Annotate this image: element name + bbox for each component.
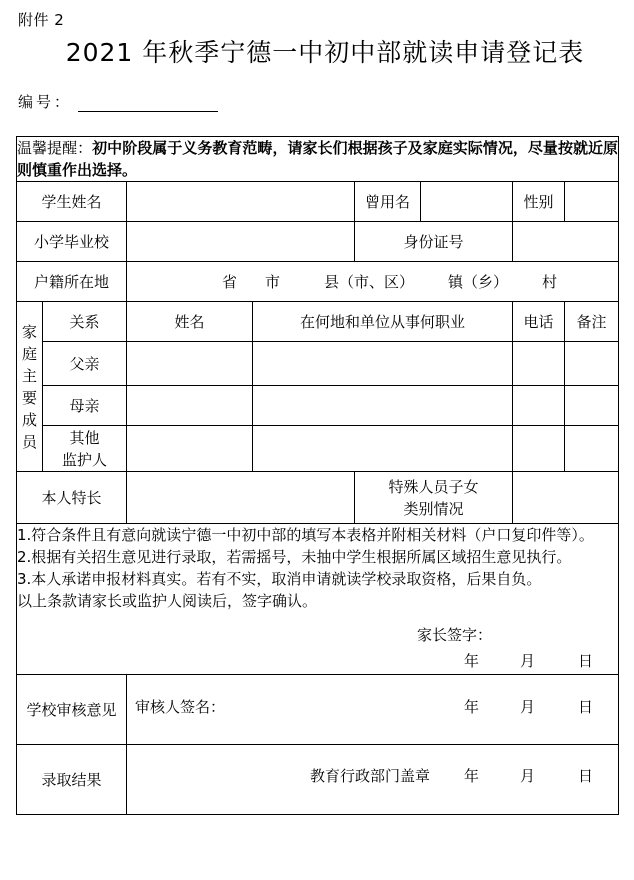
family-remark-mother[interactable] [565, 386, 619, 426]
school-review-label: 学校审核意见 [17, 675, 127, 745]
primary-school-row [17, 222, 619, 262]
terms-cell [17, 524, 619, 675]
result-date-month: 月 [520, 766, 536, 785]
parent-date-year: 年 [464, 652, 480, 670]
student-name-label: 学生姓名 [17, 182, 127, 222]
id-number-label: 身份证号 [355, 222, 513, 262]
terms-line-3: 3.本人承诺申报材料真实。若有不实，取消申请就读学校录取资格，后果自负。 [17, 570, 542, 588]
household-field[interactable] [127, 262, 619, 302]
family-work-mother[interactable] [253, 386, 513, 426]
gender-label: 性别 [513, 182, 565, 222]
family-side-char-3: 要 [21, 388, 37, 407]
family-side-char-0: 家 [21, 322, 37, 341]
page-title: 2021 年秋季宁德一中初中部就读申请登记表 [65, 38, 585, 67]
family-phone-mother[interactable] [513, 386, 565, 426]
household-village: 村 [542, 272, 558, 291]
family-side-char-2: 主 [21, 366, 37, 385]
parent-date-month: 月 [520, 652, 536, 670]
family-column-work: 在何地和单位从事何职业 [253, 302, 513, 342]
parent-date-day: 日 [578, 652, 594, 670]
notice-row [17, 137, 619, 182]
talents-label: 本人特长 [17, 472, 127, 524]
terms-line-2: 2.根据有关招生意见进行录取，若需摇号，未抽中学生根据所属区域招生意见执行。 [17, 548, 572, 566]
serial-number-row [18, 92, 218, 112]
family-side-char-4: 成 [21, 410, 37, 429]
notice-text: 初中阶段属于义务教育范畴，请家长们根据孩子及家庭实际情况，尽量按就近原则慎重作出选择。 [17, 139, 619, 179]
former-name-field[interactable] [421, 182, 513, 222]
household-province: 省 [221, 272, 237, 291]
special-category-label [355, 472, 513, 524]
id-number-field[interactable] [513, 222, 619, 262]
student-name-row [17, 182, 619, 222]
table-row [17, 426, 619, 472]
school-review-cell[interactable] [127, 675, 619, 745]
student-name-field[interactable] [127, 182, 355, 222]
former-name-label: 曾用名 [355, 182, 421, 222]
terms-line-1: 1.符合条件且有意向就读宁德一中初中部的填写本表格并附相关材料（户口复印件等）。 [17, 526, 594, 544]
family-column-name: 姓名 [127, 302, 253, 342]
parent-signature-date[interactable] [17, 648, 618, 674]
family-name-mother[interactable] [127, 386, 253, 426]
family-relation-father: 父亲 [43, 342, 127, 386]
talents-field[interactable] [127, 472, 355, 524]
review-date-day: 日 [578, 697, 594, 716]
table-row [17, 386, 619, 426]
talents-row [17, 472, 619, 524]
notice-cell [17, 137, 619, 182]
reviewer-signature-row[interactable] [127, 695, 618, 725]
application-form-table [16, 136, 619, 815]
terms-row [17, 524, 619, 675]
table-row [17, 342, 619, 386]
family-phone-father[interactable] [513, 342, 565, 386]
review-date-month: 月 [520, 697, 536, 716]
household-county: 县（市、区） [324, 272, 415, 291]
gender-field[interactable] [565, 182, 619, 222]
household-row [17, 262, 619, 302]
special-category-label-line2: 类别情况 [403, 499, 464, 518]
admission-result-row [17, 745, 619, 815]
family-side-char-1: 庭 [21, 344, 37, 363]
parent-signature-label: 家长签字： [417, 626, 493, 644]
attachment-label: 附件 2 [18, 11, 65, 29]
family-phone-guardian[interactable] [513, 426, 565, 472]
family-column-phone: 电话 [513, 302, 565, 342]
family-work-father[interactable] [253, 342, 513, 386]
family-relation-guardian-line2: 监护人 [61, 450, 107, 469]
admission-result-cell[interactable] [127, 745, 619, 815]
serial-number-label: 编号： [18, 93, 73, 111]
primary-school-field[interactable] [127, 222, 355, 262]
reviewer-signature-label: 审核人签名： [135, 697, 226, 716]
terms-line-4: 以上条款请家长或监护人阅读后，签字确认。 [17, 592, 318, 610]
result-date-day: 日 [578, 766, 594, 785]
family-relation-guardian-line1: 其他 [69, 428, 100, 447]
family-name-father[interactable] [127, 342, 253, 386]
family-remark-guardian[interactable] [565, 426, 619, 472]
family-side-label [17, 302, 43, 472]
education-department-seal-label: 教育行政部门盖章 [310, 766, 431, 785]
family-column-remark: 备注 [565, 302, 619, 342]
primary-school-label: 小学毕业校 [17, 222, 127, 262]
result-date-year: 年 [464, 766, 480, 785]
household-town: 镇（乡） [448, 272, 509, 291]
family-side-char-5: 员 [21, 432, 37, 451]
admission-seal-row[interactable] [127, 764, 618, 796]
family-header-row [17, 302, 619, 342]
family-relation-mother: 母亲 [43, 386, 127, 426]
family-work-guardian[interactable] [253, 426, 513, 472]
school-review-row [17, 675, 619, 745]
household-label: 户籍所在地 [17, 262, 127, 302]
family-name-guardian[interactable] [127, 426, 253, 472]
family-column-relation: 关系 [43, 302, 127, 342]
household-city: 市 [264, 272, 280, 291]
serial-number-input[interactable] [78, 95, 218, 112]
review-date-year: 年 [464, 697, 480, 716]
notice-lead-label: 温馨提醒： [17, 139, 93, 157]
admission-result-label: 录取结果 [17, 745, 127, 815]
family-remark-father[interactable] [565, 342, 619, 386]
special-category-field[interactable] [513, 472, 619, 524]
special-category-label-line1: 特殊人员子女 [388, 477, 479, 496]
family-relation-guardian [43, 426, 127, 472]
